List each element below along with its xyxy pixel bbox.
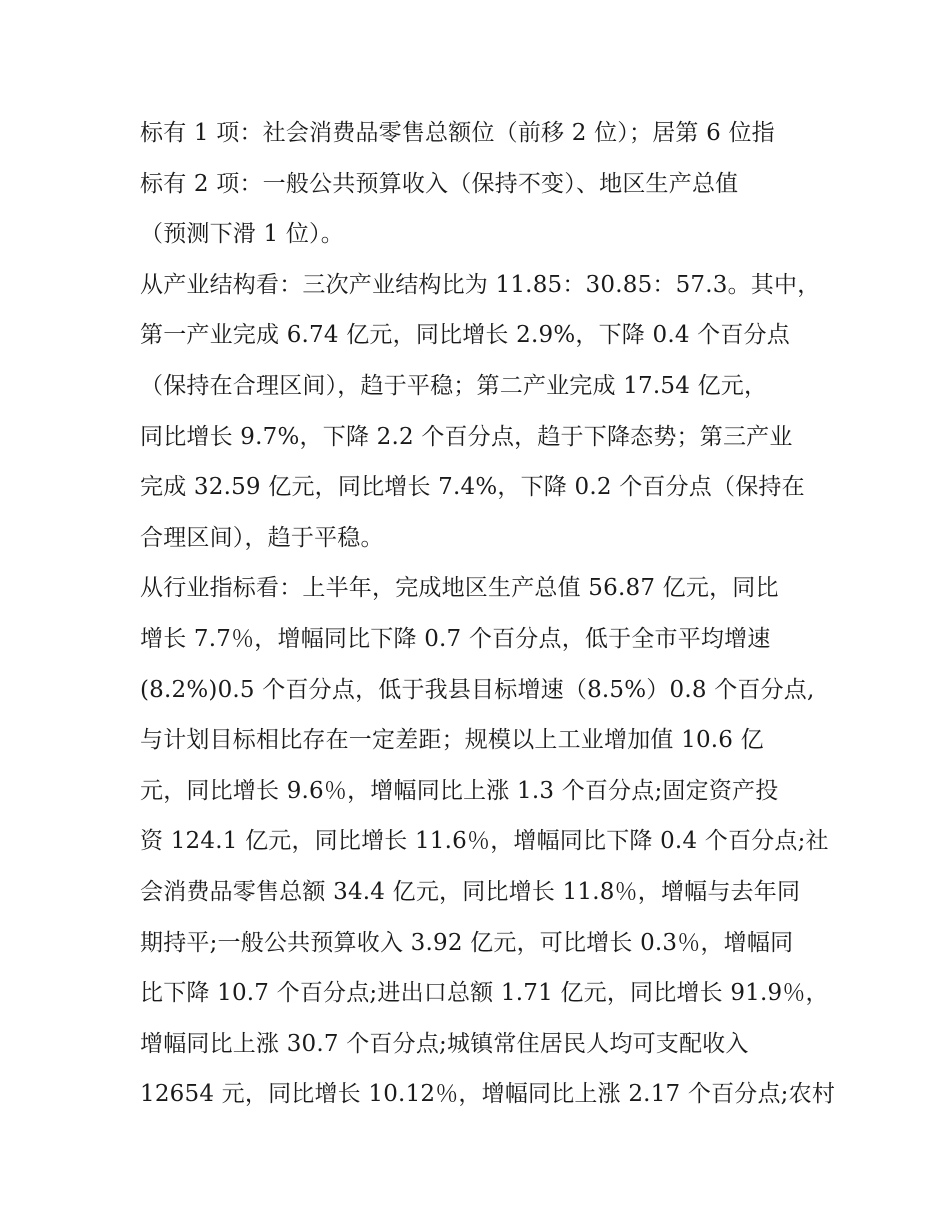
text-line: 标有 1 项：社会消费品零售总额位（前移 2 位）；居第 6 位指 xyxy=(140,120,775,146)
text-line: 元，同比增长 9.6％，增幅同比上涨 1.3 个百分点;固定资产投 xyxy=(140,777,779,804)
text-line: 比下降 10.7 个百分点;进出口总额 1.71 亿元，同比增长 91.9％， xyxy=(140,980,829,1007)
text-line: 与计划目标相比存在一定差距；规模以上工业增加值 10.6 亿 xyxy=(140,727,764,754)
text-line: 标有 2 项：一般公共预算收入（保持不变）、地区生产总值 xyxy=(140,170,739,197)
text-line: 从行业指标看：上半年，完成地区生产总值 56.87 亿元，同比 xyxy=(140,575,779,602)
text-line: 完成 32.59 亿元，同比增长 7.4%，下降 0.2 个百分点（保持在 xyxy=(140,474,805,501)
body-text xyxy=(140,108,836,1120)
text-line: 会消费品零售总额 34.4 亿元，同比增长 11.8％，增幅与去年同 xyxy=(140,878,801,905)
text-line: （保持在合理区间），趋于平稳；第二产业完成 17.54 亿元， xyxy=(140,372,768,399)
text-line: 从产业结构看：三次产业结构比为 11.85：30.85：57.3。其中， xyxy=(140,271,821,298)
text-line: （预测下滑 1 位）。 xyxy=(140,221,344,248)
text-line: (8.2%)0.5 个百分点，低于我县目标增速（8.5%）0.8 个百分点, xyxy=(140,676,815,703)
text-line: 期持平;一般公共预算收入 3.92 亿元，可比增长 0.3％，增幅同 xyxy=(140,929,794,956)
text-line: 12654 元，同比增长 10.12％，增幅同比上涨 2.17 个百分点;农村 xyxy=(140,1081,836,1108)
text-line: 同比增长 9.7%，下降 2.2 个百分点，趋于下降态势；第三产业 xyxy=(140,423,793,450)
text-line: 增幅同比上涨 30.7 个百分点;城镇常住居民人均可支配收入 xyxy=(140,1030,749,1057)
text-line: 增长 7.7％，增幅同比下降 0.7 个百分点，低于全市平均增速 xyxy=(140,625,771,652)
text-line: 第一产业完成 6.74 亿元，同比增长 2.9%，下降 0.4 个百分点 xyxy=(140,322,790,349)
text-line: 合理区间），趋于平稳。 xyxy=(140,524,384,551)
text-line: 资 124.1 亿元，同比增长 11.6％，增幅同比下降 0.4 个百分点;社 xyxy=(140,828,829,855)
